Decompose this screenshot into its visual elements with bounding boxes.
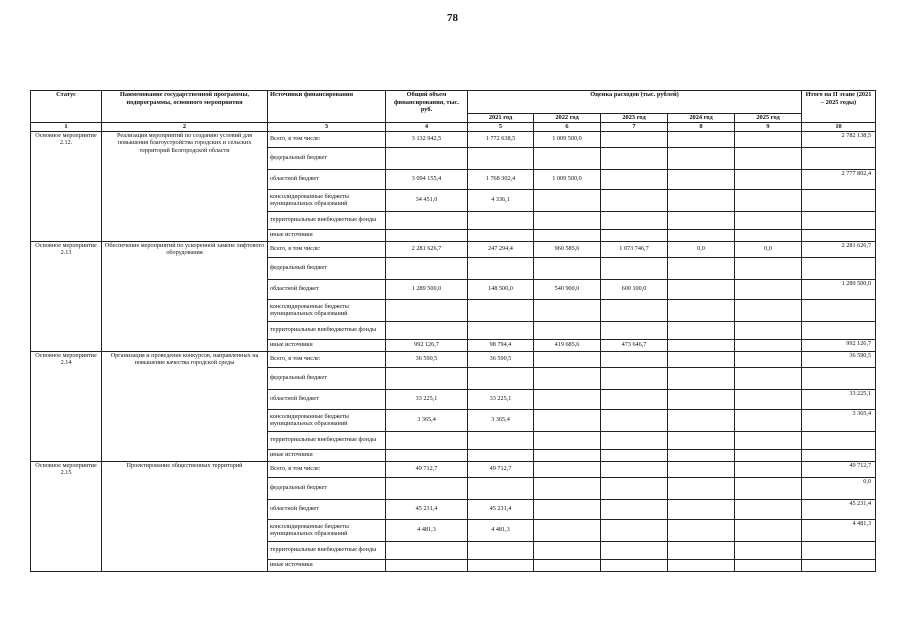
total-cell [386,559,468,571]
year-2023-cell [601,169,668,189]
stage-total-cell [802,211,876,229]
stage-total-cell [802,299,876,321]
stage-total-cell [802,321,876,339]
header-year-2024: 2024 год [668,114,735,123]
year-2023-cell: 1 073 746,7 [601,241,668,257]
header-stage-total: Итого на II этапе (2021 – 2025 годы) [802,91,876,123]
header-estimate: Оценка расходов (тыс. рублей) [468,91,802,114]
table-row [31,131,876,147]
status-cell: Основное мероприятие 2.15 [31,461,102,571]
year-2021-cell [468,299,534,321]
year-2025-cell [735,169,802,189]
stage-total-cell [802,189,876,211]
year-2021-cell: 49 712,7 [468,461,534,477]
event-name-cell: Обеспечение мероприятий по ускоренной замене лифтового оборудования [102,241,268,351]
year-2022-cell [534,321,601,339]
year-2022-cell [534,189,601,211]
stage-total-cell [802,559,876,571]
year-2022-cell [534,559,601,571]
year-2023-cell [601,409,668,431]
total-cell: 4 481,3 [386,519,468,541]
col-number: 10 [802,122,876,131]
year-2024-cell [668,229,735,241]
source-cell: консолидированные бюджеты муниципальных образований [268,299,386,321]
year-2024-cell [668,147,735,169]
year-2024-cell [668,541,735,559]
year-2022-cell [534,461,601,477]
year-2022-cell: 540 900,0 [534,279,601,299]
source-cell: территориальные внебюджетные фонды [268,541,386,559]
year-2021-cell: 36 590,5 [468,351,534,367]
year-2023-cell [601,541,668,559]
year-2023-cell [601,189,668,211]
year-2021-cell [468,321,534,339]
year-2022-cell [534,541,601,559]
total-cell [386,147,468,169]
total-cell: 34 451,0 [386,189,468,211]
stage-total-cell [802,431,876,449]
stage-total-cell: 49 712,7 [802,461,876,477]
year-2021-cell [468,367,534,389]
year-2024-cell [668,321,735,339]
source-cell: консолидированные бюджеты муниципальных образований [268,409,386,431]
year-2023-cell [601,431,668,449]
total-cell: 3 132 942,5 [386,131,468,147]
total-cell: 1 289 500,0 [386,279,468,299]
header-sources: Источники финансирования [268,91,386,123]
year-2021-cell [468,147,534,169]
stage-total-cell: 2 777 802,4 [802,169,876,189]
year-2022-cell [534,367,601,389]
year-2023-cell [601,461,668,477]
year-2022-cell [534,409,601,431]
total-cell [386,299,468,321]
year-2021-cell [468,257,534,279]
year-2023-cell [601,351,668,367]
year-2021-cell [468,477,534,499]
year-2025-cell [735,147,802,169]
total-cell [386,211,468,229]
year-2023-cell [601,257,668,279]
stage-total-cell: 45 231,4 [802,499,876,519]
year-2021-cell [468,541,534,559]
source-cell: Всего, в том числе: [268,461,386,477]
stage-total-cell [802,257,876,279]
year-2021-cell: 1 768 302,4 [468,169,534,189]
year-2024-cell [668,499,735,519]
year-2025-cell [735,519,802,541]
col-number: 5 [468,122,534,131]
year-2024-cell [668,279,735,299]
stage-total-cell: 33 225,1 [802,389,876,409]
year-2025-cell [735,351,802,367]
stage-total-cell [802,541,876,559]
year-2024-cell [668,519,735,541]
year-2021-cell [468,559,534,571]
stage-total-cell: 1 289 500,0 [802,279,876,299]
stage-total-cell: 0,0 [802,477,876,499]
header-year-2025: 2025 год [735,114,802,123]
source-cell: консолидированные бюджеты муниципальных образований [268,519,386,541]
year-2022-cell [534,211,601,229]
total-cell [386,321,468,339]
source-cell: областной бюджет [268,499,386,519]
status-cell: Основное мероприятие 2.13 [31,241,102,351]
year-2025-cell [735,409,802,431]
year-2021-cell: 98 794,4 [468,339,534,351]
year-2023-cell [601,477,668,499]
year-2021-cell: 247 294,4 [468,241,534,257]
source-cell: иные источники [268,449,386,461]
col-number: 6 [534,122,601,131]
year-2024-cell [668,409,735,431]
total-cell: 45 231,4 [386,499,468,519]
total-cell [386,541,468,559]
year-2023-cell: 473 646,7 [601,339,668,351]
year-2024-cell [668,461,735,477]
year-2023-cell [601,449,668,461]
year-2025-cell [735,389,802,409]
column-numbers-row [31,122,876,131]
year-2025-cell [735,131,802,147]
year-2023-cell: 600 100,0 [601,279,668,299]
stage-total-cell: 2 281 626,7 [802,241,876,257]
total-cell: 2 281 626,7 [386,241,468,257]
stage-total-cell: 3 365,4 [802,409,876,431]
year-2024-cell [668,449,735,461]
year-2024-cell [668,257,735,279]
year-2022-cell: 960 585,6 [534,241,601,257]
year-2022-cell: 419 685,6 [534,339,601,351]
source-cell: областной бюджет [268,169,386,189]
source-cell: иные источники [268,559,386,571]
year-2025-cell [735,189,802,211]
header-total: Общий объем финансирования, тыс. руб. [386,91,468,123]
year-2021-cell: 1 772 638,5 [468,131,534,147]
header-year-2022: 2022 год [534,114,601,123]
year-2022-cell [534,229,601,241]
total-cell: 49 712,7 [386,461,468,477]
source-cell: иные источники [268,339,386,351]
total-cell: 36 590,5 [386,351,468,367]
event-name-cell: Реализация мероприятий по созданию условий для повышения благоустройства городских и сельских территорий Белгородской области [102,131,268,241]
year-2025-cell [735,211,802,229]
total-cell [386,367,468,389]
year-2023-cell [601,147,668,169]
source-cell: областной бюджет [268,389,386,409]
year-2025-cell [735,279,802,299]
col-number: 7 [601,122,668,131]
year-2025-cell [735,499,802,519]
table-row [31,461,876,477]
source-cell: Всего, в том числе: [268,351,386,367]
total-cell: 3 365,4 [386,409,468,431]
year-2025-cell [735,449,802,461]
year-2022-cell: 1 009 500,0 [534,169,601,189]
year-2025-cell: 0,0 [735,241,802,257]
year-2023-cell [601,559,668,571]
col-number: 2 [102,122,268,131]
year-2025-cell [735,299,802,321]
year-2024-cell [668,559,735,571]
year-2024-cell: 0,0 [668,241,735,257]
source-cell: территориальные внебюджетные фонды [268,431,386,449]
col-number: 1 [31,122,102,131]
source-cell: федеральный бюджет [268,367,386,389]
stage-total-cell [802,367,876,389]
year-2024-cell [668,351,735,367]
header-name: Наименование государственной программы, подпрограммы, основного мероприятия [102,91,268,123]
event-name-cell: Проектирование общественных территорий [102,461,268,571]
year-2023-cell [601,389,668,409]
year-2024-cell [668,299,735,321]
source-cell: федеральный бюджет [268,257,386,279]
year-2021-cell: 33 225,1 [468,389,534,409]
year-2024-cell [668,131,735,147]
year-2022-cell [534,449,601,461]
stage-total-cell: 2 782 138,5 [802,131,876,147]
year-2023-cell [601,299,668,321]
year-2022-cell [534,477,601,499]
stage-total-cell [802,229,876,241]
year-2022-cell [534,431,601,449]
year-2021-cell: 45 231,4 [468,499,534,519]
total-cell: 3 094 155,4 [386,169,468,189]
source-cell: федеральный бюджет [268,477,386,499]
total-cell [386,257,468,279]
year-2025-cell [735,367,802,389]
year-2022-cell [534,499,601,519]
year-2021-cell [468,211,534,229]
col-number: 3 [268,122,386,131]
year-2021-cell [468,229,534,241]
stage-total-cell [802,147,876,169]
year-2022-cell: 1 009 500,0 [534,131,601,147]
year-2021-cell [468,431,534,449]
stage-total-cell: 36 590,5 [802,351,876,367]
year-2022-cell [534,257,601,279]
year-2025-cell [735,461,802,477]
year-2022-cell [534,389,601,409]
source-cell: территориальные внебюджетные фонды [268,321,386,339]
year-2023-cell [601,519,668,541]
year-2022-cell [534,299,601,321]
total-cell [386,477,468,499]
year-2021-cell [468,449,534,461]
year-2025-cell [735,229,802,241]
year-2025-cell [735,559,802,571]
total-cell [386,431,468,449]
financing-table [30,90,876,572]
source-cell: иные источники [268,229,386,241]
year-2024-cell [668,189,735,211]
year-2025-cell [735,541,802,559]
year-2024-cell [668,389,735,409]
year-2023-cell [601,229,668,241]
status-cell: Основное мероприятие 2.14 [31,351,102,461]
year-2023-cell [601,321,668,339]
header-year-2023: 2023 год [601,114,668,123]
header-year-2021: 2021 год [468,114,534,123]
year-2022-cell [534,519,601,541]
page-number: 78 [447,12,458,24]
status-cell: Основное мероприятие 2.12. [31,131,102,241]
year-2024-cell [668,431,735,449]
stage-total-cell: 992 126,7 [802,339,876,351]
year-2025-cell [735,431,802,449]
year-2024-cell [668,211,735,229]
year-2022-cell [534,147,601,169]
header-status: Статус [31,91,102,123]
source-cell: федеральный бюджет [268,147,386,169]
year-2023-cell [601,211,668,229]
total-cell: 992 126,7 [386,339,468,351]
col-number: 4 [386,122,468,131]
year-2024-cell [668,367,735,389]
source-cell: Всего, в том числе: [268,131,386,147]
source-cell: Всего, в том числе: [268,241,386,257]
year-2024-cell [668,477,735,499]
source-cell: областной бюджет [268,279,386,299]
total-cell: 33 225,1 [386,389,468,409]
year-2021-cell: 4 336,1 [468,189,534,211]
year-2021-cell: 4 481,3 [468,519,534,541]
source-cell: консолидированные бюджеты муниципальных образований [268,189,386,211]
table-row [31,351,876,367]
year-2025-cell [735,339,802,351]
year-2024-cell [668,169,735,189]
total-cell [386,449,468,461]
source-cell: территориальные внебюджетные фонды [268,211,386,229]
year-2021-cell: 3 365,4 [468,409,534,431]
year-2024-cell [668,339,735,351]
col-number: 8 [668,122,735,131]
year-2022-cell [534,351,601,367]
table-row [31,241,876,257]
stage-total-cell [802,449,876,461]
year-2021-cell: 148 500,0 [468,279,534,299]
year-2023-cell [601,131,668,147]
year-2023-cell [601,367,668,389]
stage-total-cell: 4 481,3 [802,519,876,541]
year-2025-cell [735,321,802,339]
year-2025-cell [735,257,802,279]
event-name-cell: Организация и проведение конкурсов, направленных на повышение качества городской среды [102,351,268,461]
year-2025-cell [735,477,802,499]
col-number: 9 [735,122,802,131]
year-2023-cell [601,499,668,519]
total-cell [386,229,468,241]
